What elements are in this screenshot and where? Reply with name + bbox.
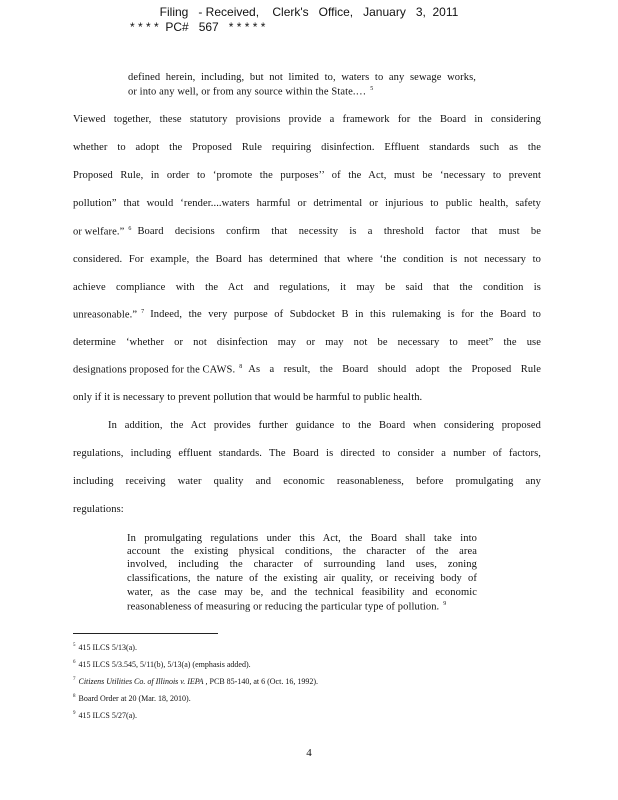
- footnote: [73, 643, 137, 652]
- body-line: regulations, including effluent standards. The Board is directed to consider a number of factors,: [73, 448, 541, 459]
- body-text: As a result, the Board should adopt the Proposed Rule: [248, 364, 541, 375]
- footnote-text: 415 ILCS 5/13(a).: [78, 643, 137, 652]
- quote2-text: reasonableness of measuring or reducing the particular type of pollution.: [127, 601, 440, 613]
- quote1-text: or into any well, or from any source within the State.…: [128, 86, 367, 98]
- pc-number-header: * * * * PC# 567 * * * * *: [130, 20, 266, 34]
- body-text: designations proposed for the CAWS. $^8$: [73, 364, 243, 376]
- body-line: including receiving water quality and economic reasonableness, before promulgating any: [73, 476, 541, 487]
- body-line: achieve compliance with the Act and regulations, it may be said that the condition is: [73, 282, 541, 293]
- body-line: In addition, the Act provides further guidance to the Board when considering proposed: [108, 420, 541, 431]
- quote2-line: [127, 601, 446, 613]
- footnote-divider: [73, 633, 218, 634]
- footnote-ref: 5: [370, 86, 374, 92]
- footnote-number: 6: [73, 660, 76, 666]
- footnote-ref: 7: [141, 309, 145, 315]
- footnote-text: , PCB 85-140, at 6 (Oct. 16, 1992).: [203, 677, 318, 686]
- body-line: only if it is necessary to prevent pollution that would be harmful to public health.: [73, 392, 423, 403]
- body-line: considered. For example, the Board has determined that where ‘the condition is not necessary to: [73, 254, 541, 265]
- body-line: whether to adopt the Proposed Rule requiring disinfection. Effluent standards such as the: [73, 142, 541, 153]
- footnote-text: 415 ILCS 5/3.545, 5/11(b), 5/13(a) (emphasis added).: [78, 660, 251, 669]
- quote2-line: involved, including the character of surrounding land uses, zoning: [127, 559, 477, 570]
- body-line: pollution” that would ‘render....waters harmful or detrimental or injurious to public health, safety: [73, 198, 541, 209]
- footnote: [73, 694, 191, 703]
- footnote: [73, 677, 318, 686]
- body-line: [73, 226, 541, 238]
- body-text: Indeed, the very purpose of Subdocket B in this rulemaking is for the Board to: [150, 309, 541, 320]
- quote2-line: water, as the case may be, and the technical feasibility and economic: [127, 587, 477, 598]
- quote1-line: [128, 86, 373, 98]
- footnote-number: 8: [73, 694, 76, 700]
- body-line: [73, 364, 541, 376]
- quote2-line: classifications, the nature of the existing air quality, or receiving body of: [127, 573, 477, 584]
- case-name: Citizens Utilities Co. of Illinois v. IEPA: [78, 677, 204, 686]
- body-line: Proposed Rule, in order to ‘promote the purposes’’ of the Act, must be ‘necessary to prevent: [73, 170, 541, 181]
- footnote: [73, 660, 251, 669]
- filing-header: Filing - Received, Clerk's Office, January 3, 2011: [159, 5, 459, 19]
- quote2-line: In promulgating regulations under this Act, the Board shall take into: [127, 533, 477, 544]
- body-line: Viewed together, these statutory provisions provide a framework for the Board in considering: [73, 114, 541, 125]
- quote2-line: account the existing physical conditions, the character of the area: [127, 546, 477, 557]
- footnote-number: 9: [73, 711, 76, 717]
- body-line: determine ‘whether or not disinfection may or may not be necessary to meet” the use: [73, 337, 541, 348]
- footnote-number: 7: [73, 677, 76, 683]
- body-line: regulations:: [73, 504, 124, 515]
- footnote-ref: 6: [128, 226, 132, 232]
- page-number: 4: [306, 747, 312, 759]
- body-line: [73, 309, 541, 321]
- footnote-ref: 9: [443, 601, 447, 607]
- body-text: unreasonable.” $^7$: [73, 309, 145, 321]
- footnote-ref: 8: [239, 364, 243, 370]
- body-text: Board decisions confirm that necessity is a threshold factor that must be: [137, 226, 541, 237]
- footnote: [73, 711, 137, 720]
- footnote-number: 5: [73, 643, 76, 649]
- footnote-text: Board Order at 20 (Mar. 18, 2010).: [78, 694, 191, 703]
- footnote-text: 415 ILCS 5/27(a).: [78, 711, 137, 720]
- quote1-line: defined herein, including, but not limited to, waters to any sewage works,: [128, 72, 476, 83]
- body-text: or welfare.” $^6$: [73, 226, 132, 238]
